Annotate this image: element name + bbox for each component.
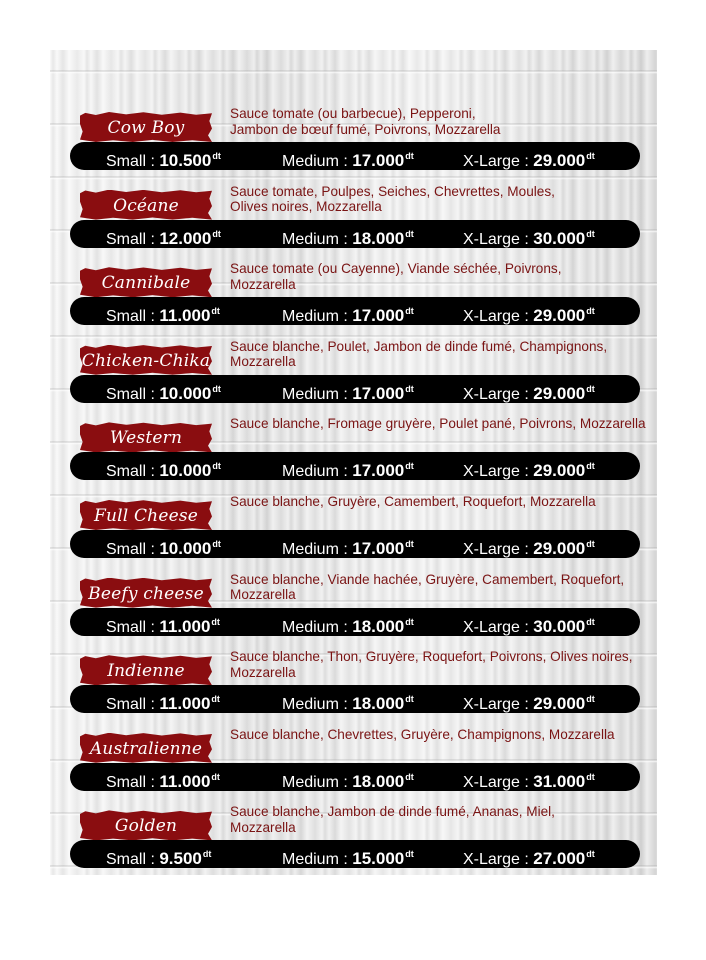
- price-small: [106, 685, 220, 713]
- price-xlarge-label: X-Large :: [463, 618, 534, 636]
- price-small-value: 12.000: [159, 228, 212, 248]
- price-small-value: 11.000: [159, 694, 211, 714]
- price-unit: dt: [405, 849, 414, 860]
- price-medium: [282, 840, 414, 868]
- price-small-label: Small :: [106, 308, 160, 326]
- pizza-name: Indienne: [107, 661, 185, 682]
- pizza-ingredients: [230, 572, 650, 603]
- price-xlarge-value: 29.000: [533, 539, 586, 558]
- price-small: [106, 220, 221, 248]
- price-medium-value: 17.000: [352, 383, 405, 403]
- price-small-label: Small :: [106, 618, 160, 636]
- pizza-ingredients: [230, 106, 650, 137]
- price-unit: dt: [586, 616, 595, 627]
- ingredients-line-1: Sauce blanche, Fromage gruyère, Poulet pané, Poivrons, Mozzarella: [230, 416, 646, 432]
- price-unit: dt: [405, 306, 414, 317]
- pizza-item: [50, 494, 657, 570]
- price-xlarge-label: X-Large :: [463, 773, 534, 791]
- price-small-label: Small :: [106, 153, 160, 170]
- price-unit: dt: [211, 306, 220, 317]
- ingredients-line-1: Sauce tomate, Poulpes, Seiches, Chevrettes, Moules,: [230, 183, 555, 199]
- price-unit: dt: [405, 228, 414, 239]
- pizza-item: [50, 106, 657, 182]
- price-medium: [282, 530, 414, 558]
- pizza-item: [50, 339, 657, 415]
- price-medium-value: 18.000: [352, 616, 405, 636]
- price-small: [106, 297, 220, 325]
- price-xlarge: [463, 220, 595, 248]
- price-unit: dt: [405, 383, 414, 394]
- price-medium-label: Medium :: [282, 308, 353, 326]
- pizza-menu: [50, 50, 657, 875]
- price-unit: dt: [586, 151, 595, 161]
- ingredients-line-1: Sauce tomate (ou Cayenne), Viande séchée, Poivrons,: [230, 261, 562, 277]
- price-xlarge-label: X-Large :: [463, 385, 534, 403]
- price-medium-label: Medium :: [282, 541, 353, 558]
- ingredients-line-1: Sauce tomate (ou barbecue), Pepperoni,: [230, 106, 476, 121]
- price-small-label: Small :: [106, 696, 160, 714]
- pizza-item: [50, 416, 657, 492]
- price-medium-label: Medium :: [282, 463, 353, 481]
- price-xlarge-label: X-Large :: [463, 541, 534, 558]
- price-bar: [70, 685, 640, 713]
- ingredients-line-2: Mozzarella: [230, 819, 296, 835]
- price-xlarge-label: X-Large :: [463, 696, 534, 714]
- price-medium-label: Medium :: [282, 618, 353, 636]
- price-xlarge: [463, 685, 595, 713]
- price-small-label: Small :: [106, 463, 160, 481]
- price-xlarge: [463, 840, 595, 868]
- price-medium-value: 17.000: [352, 461, 405, 481]
- ingredients-line-1: Sauce blanche, Chevrettes, Gruyère, Champignons, Mozzarella: [230, 726, 615, 742]
- ingredients-line-2: Mozzarella: [230, 587, 296, 603]
- price-unit: dt: [586, 228, 595, 239]
- price-xlarge: [463, 530, 595, 558]
- pizza-ingredients: [230, 649, 650, 680]
- price-medium-value: 15.000: [352, 849, 405, 869]
- ingredients-line-1: Sauce blanche, Jambon de dinde fumé, Ananas, Miel,: [230, 804, 555, 820]
- price-unit: dt: [211, 771, 220, 782]
- pizza-ingredients: [230, 804, 650, 835]
- price-medium: [282, 220, 414, 248]
- pizza-name: Australienne: [89, 738, 203, 759]
- price-small-label: Small :: [106, 851, 160, 869]
- price-small: [106, 763, 220, 791]
- price-bar: [70, 530, 640, 558]
- price-unit: dt: [212, 461, 221, 472]
- price-xlarge: [463, 142, 595, 170]
- pizza-ingredients: [230, 261, 650, 292]
- pizza-name: Full Cheese: [93, 506, 199, 526]
- price-small-label: Small :: [106, 230, 160, 248]
- price-unit: dt: [405, 616, 414, 627]
- price-small: [106, 142, 221, 170]
- price-medium: [282, 685, 414, 713]
- pizza-ingredients: [230, 416, 650, 432]
- price-unit: dt: [586, 849, 595, 860]
- price-unit: dt: [212, 383, 221, 394]
- price-bar: [70, 763, 640, 791]
- ingredients-line-1: Sauce blanche, Viande hachée, Gruyère, Camembert, Roquefort,: [230, 571, 625, 587]
- price-medium-label: Medium :: [282, 385, 353, 403]
- price-xlarge-value: 31.000: [533, 771, 586, 791]
- price-unit: dt: [586, 383, 595, 394]
- pizza-item: [50, 572, 657, 648]
- price-xlarge-value: 29.000: [533, 383, 586, 403]
- price-unit: dt: [405, 771, 414, 782]
- price-small: [106, 530, 221, 558]
- price-medium-value: 17.000: [352, 539, 405, 558]
- ingredients-line-2: Mozzarella: [230, 354, 296, 370]
- price-xlarge-label: X-Large :: [463, 851, 534, 869]
- price-medium-label: Medium :: [282, 153, 353, 170]
- pizza-name: Golden: [114, 816, 178, 837]
- ingredients-line-1: Sauce blanche, Thon, Gruyère, Roquefort, Poivrons, Olives noires,: [230, 649, 633, 665]
- pizza-item: [50, 261, 657, 337]
- price-unit: dt: [212, 539, 221, 549]
- pizza-item: [50, 649, 657, 725]
- price-medium: [282, 608, 414, 636]
- pizza-name: Western: [109, 428, 183, 449]
- ingredients-line-2: Jambon de bœuf fumé, Poivrons, Mozzarella: [230, 121, 501, 137]
- price-small-value: 11.000: [159, 771, 211, 791]
- price-medium-label: Medium :: [282, 773, 353, 791]
- price-bar: [70, 297, 640, 325]
- price-medium-label: Medium :: [282, 851, 353, 869]
- price-unit: dt: [586, 771, 595, 782]
- price-small-value: 10.000: [159, 383, 212, 403]
- price-xlarge-value: 29.000: [533, 306, 586, 326]
- price-small-label: Small :: [106, 541, 160, 558]
- price-unit: dt: [211, 694, 220, 705]
- pizza-ingredients: [230, 727, 650, 743]
- pizza-ingredients: [230, 184, 650, 215]
- price-unit: dt: [405, 694, 414, 705]
- price-small: [106, 452, 221, 480]
- pizza-name: Beefy cheese: [88, 583, 204, 604]
- price-unit: dt: [586, 539, 595, 549]
- price-medium: [282, 142, 414, 170]
- price-medium-value: 17.000: [352, 151, 405, 170]
- pizza-item: [50, 804, 657, 875]
- price-medium-value: 17.000: [352, 306, 405, 326]
- price-xlarge: [463, 375, 595, 403]
- price-bar: [70, 220, 640, 248]
- ingredients-line-1: Sauce blanche, Gruyère, Camembert, Roquefort, Mozzarella: [230, 494, 596, 509]
- price-unit: dt: [586, 461, 595, 472]
- price-unit: dt: [202, 849, 212, 860]
- price-xlarge-label: X-Large :: [463, 463, 534, 481]
- price-unit: dt: [405, 461, 414, 472]
- price-unit: dt: [212, 151, 221, 161]
- price-unit: dt: [405, 151, 414, 161]
- price-xlarge-value: 29.000: [533, 151, 586, 170]
- pizza-item: [50, 727, 657, 803]
- pizza-name: Océane: [113, 195, 179, 216]
- price-xlarge: [463, 452, 595, 480]
- price-small-label: Small :: [106, 773, 160, 791]
- price-bar: [70, 142, 640, 170]
- price-medium-label: Medium :: [282, 230, 353, 248]
- price-xlarge: [463, 763, 595, 791]
- price-bar: [70, 840, 640, 868]
- price-medium: [282, 452, 414, 480]
- price-xlarge-label: X-Large :: [463, 230, 534, 248]
- price-unit: dt: [405, 539, 414, 549]
- price-small-value: 11.000: [159, 306, 211, 326]
- price-xlarge-value: 30.000: [533, 616, 586, 636]
- price-medium: [282, 763, 414, 791]
- price-unit: dt: [586, 306, 595, 317]
- pizza-name: Cow Boy: [107, 118, 185, 138]
- ingredients-line-1: Sauce blanche, Poulet, Jambon de dinde fumé, Champignons,: [230, 338, 608, 354]
- price-xlarge-value: 30.000: [533, 228, 586, 248]
- pizza-ingredients: [230, 339, 650, 370]
- price-medium: [282, 297, 414, 325]
- price-xlarge-value: 29.000: [533, 461, 586, 481]
- pizza-item: [50, 184, 657, 260]
- price-bar: [70, 375, 640, 403]
- pizza-name: Chicken-Chika: [81, 350, 211, 371]
- price-small: [106, 608, 220, 636]
- price-unit: dt: [212, 228, 221, 239]
- price-bar: [70, 608, 640, 636]
- ingredients-line-2: Olives noires, Mozzarella: [230, 199, 382, 215]
- price-unit: dt: [586, 694, 595, 705]
- pizza-ingredients: [230, 494, 650, 510]
- price-small: [106, 375, 221, 403]
- price-xlarge-value: 29.000: [533, 694, 586, 714]
- price-small-value: 10.000: [159, 461, 212, 481]
- price-small-value: 10.000: [159, 539, 212, 558]
- price-xlarge-label: X-Large :: [463, 153, 534, 170]
- price-medium-value: 18.000: [352, 228, 405, 248]
- price-xlarge-value: 27.000: [533, 849, 586, 869]
- price-medium-value: 18.000: [352, 694, 405, 714]
- ingredients-line-2: Mozzarella: [230, 276, 296, 292]
- price-xlarge-label: X-Large :: [463, 308, 534, 326]
- price-medium-label: Medium :: [282, 696, 353, 714]
- price-small-value: 11.000: [159, 616, 211, 636]
- price-xlarge: [463, 608, 595, 636]
- ingredients-line-2: Mozzarella: [230, 664, 296, 680]
- price-xlarge: [463, 297, 595, 325]
- price-small-label: Small :: [106, 385, 160, 403]
- price-bar: [70, 452, 640, 480]
- price-unit: dt: [211, 616, 220, 627]
- pizza-name: Cannibale: [101, 273, 191, 294]
- price-medium: [282, 375, 414, 403]
- price-small-value: 9.500: [159, 849, 202, 869]
- price-small-value: 10.500: [159, 151, 212, 170]
- price-small: [106, 840, 211, 868]
- price-medium-value: 18.000: [352, 771, 405, 791]
